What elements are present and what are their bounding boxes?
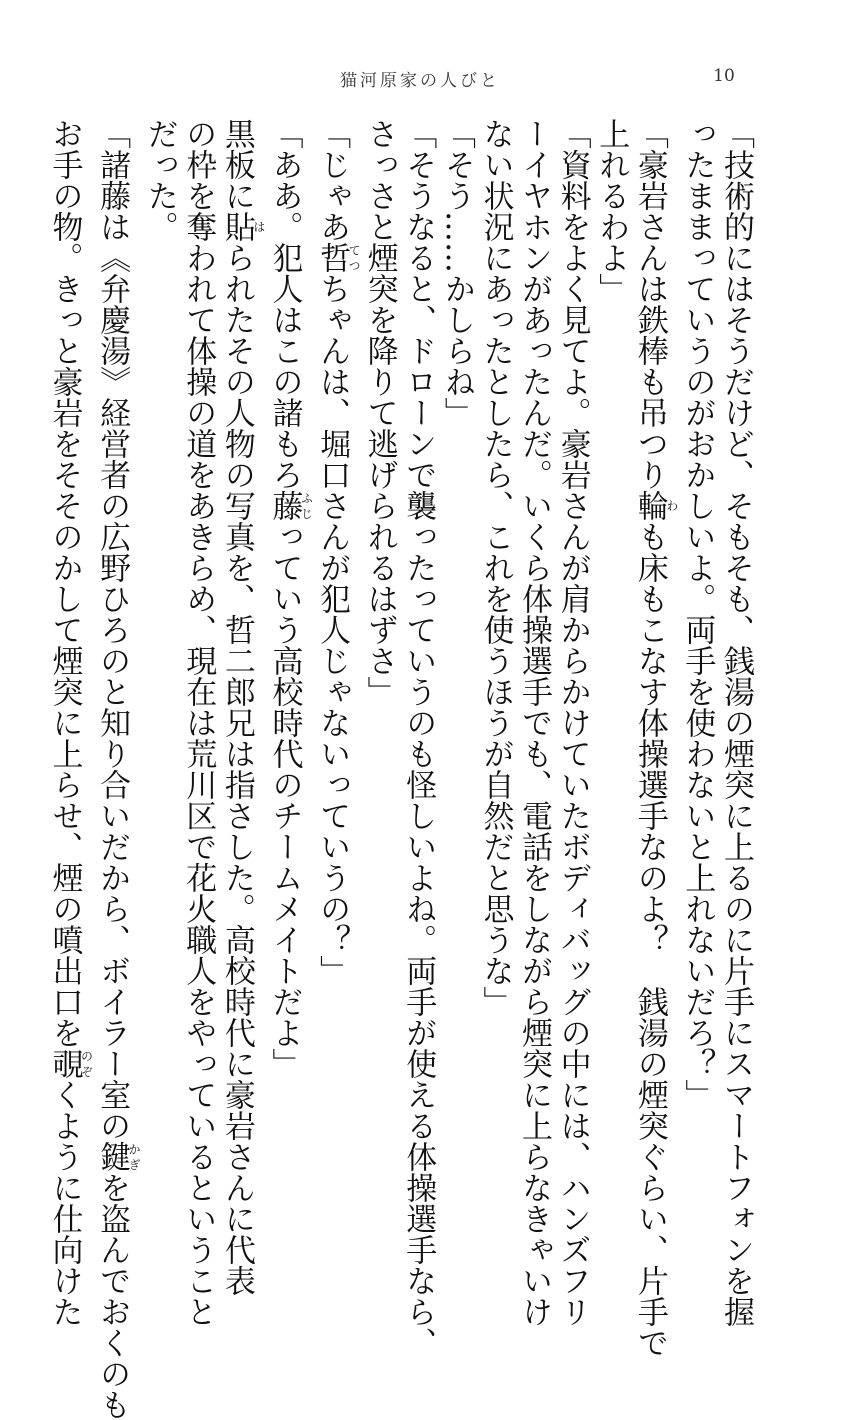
text-line: ない状況にあったとしたら、これを使うほうが自然だと思うな」 <box>477 118 514 1017</box>
text-line: の枠を奪われて体操の道をあきらめ、現在は荒川区で花火職人をやっているということ <box>180 118 217 1327</box>
text-line: 「そうなると、ドローンで襲ったっていうのも怪しいよね。両手が使える体操選手なら、 <box>400 118 437 1358</box>
text-line: 「技術的にはそうだけど、そもそも、銭湯の煙突に上るのに片手にスマートフォンを握 <box>718 118 754 1327</box>
running-title: 猫河原家の人びと <box>340 71 500 91</box>
text-line: さっさと煙突を降りて逃げられるはずさ」 <box>361 118 398 707</box>
text-line: だった。 <box>141 118 178 242</box>
text-line: 「じゃあ哲てつちゃんは、堀口さんが犯人じゃないっていうの？」 <box>314 118 362 986</box>
furigana: 藤ふじ <box>266 490 314 521</box>
text-line: お手の物。きっと豪岩をそそのかして煙突に上らせ、煙の噴出口を覗のぞくように仕向けた <box>46 118 94 1327</box>
text-line: 「資料をよく見てよ。豪岩さんが肩からかけていたボディバッグの中には、ハンズフリ <box>554 118 591 1327</box>
furigana: 鍵かぎ <box>94 1141 142 1172</box>
furigana: 輪わ <box>631 490 679 521</box>
text-line: 「ああ。犯人はこの諸もろ藤ふじっていう高校時代のチームメイトだよ」 <box>266 118 314 1079</box>
text-line: 上れるわよ」 <box>593 118 630 304</box>
text-line: 「そう……かしらね」 <box>438 118 475 428</box>
text-line: 黒板に貼はられたその人物の写真を、哲二郎兄は指さした。高校時代に豪岩さんに代表 <box>218 118 266 1296</box>
furigana: 覗のぞ <box>46 1048 94 1079</box>
vertical-body-text <box>46 118 755 1420</box>
page-number: 10 <box>713 66 735 86</box>
furigana: 哲てつ <box>314 242 362 273</box>
text-line: ったままっていうのがおかしいよ。両手を使わないと上れないだろ？」 <box>679 118 716 1110</box>
text-line: 「豪岩さんは鉄棒も吊つり輪わも床もこなす体操選手なのよ？ 銭湯の煙突ぐらい、片手で <box>631 118 679 1358</box>
furigana: 貼は <box>218 211 266 242</box>
text-line: 「諸藤は《弁慶湯》経営者の広野ひろのと知り合いだから、ボイラー室の鍵かぎを盗んでおくのも <box>94 118 142 1420</box>
text-line: ーイヤホンがあったんだ。いくら体操選手でも、電話をしながら煙突に上らなきゃいけ <box>516 118 553 1327</box>
